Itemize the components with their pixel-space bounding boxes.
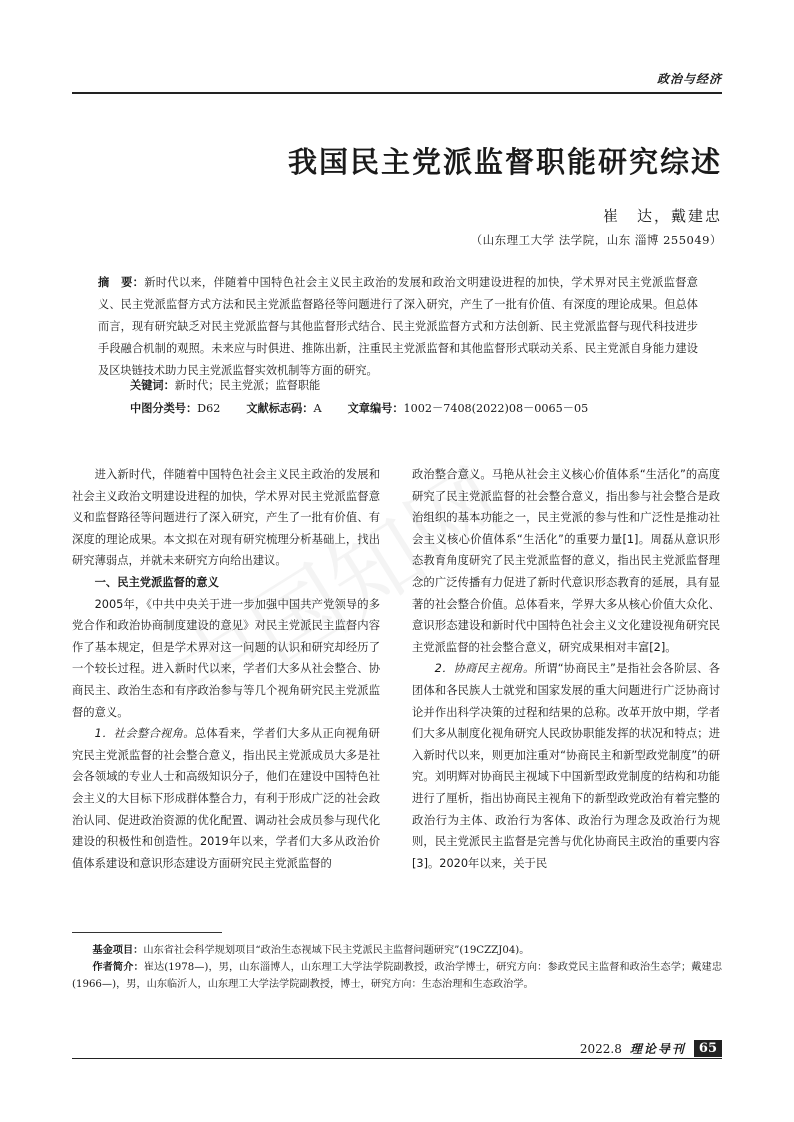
author-note	[72, 959, 722, 993]
header-rule	[72, 92, 722, 94]
keywords-text: 新时代；民主党派；监督职能	[174, 379, 321, 392]
classification-row	[130, 399, 588, 419]
page-number: 65	[694, 1040, 722, 1057]
article-id-label: 文章编号：	[347, 402, 404, 415]
article-id-value: 1002－7408(2022)08－0065－05	[403, 402, 589, 415]
doc-code-value: A	[313, 402, 322, 415]
author-bio-text: 崔达(1978—)，男，山东淄博人，山东理工大学法学院副教授，政治学博士，研究方向：参政党民主监督和政治生态学；戴建忠(1966—)，男，山东临沂人，山东理工大学法学院副教授，博士，研究方向：生态治理和生态政治学。	[72, 962, 723, 990]
clc-label: 中图分类号：	[130, 402, 198, 415]
body-column-left	[72, 464, 380, 874]
body-paragraph: 2005年，《中共中央关于进一步加强中国共产党领导的多党合作和政治协商制度建设的意见》对民主党派民主监督内容作了基本规定，但是学术界对这一问题的认识和研究却经历了一个较长过程。进入新时代以来，学者们大多从社会整合、协商民主、政治生态和有序政治参与等几个视角研究民主党派监督的意义。	[72, 597, 380, 719]
section-heading: 一、民主党派监督的意义	[94, 575, 219, 589]
journal-name: 理论导刊	[629, 1042, 686, 1056]
abstract	[98, 272, 698, 382]
keywords-label: 关键词：	[130, 379, 175, 392]
subsection-lead: 1．社会整合视角。	[94, 727, 195, 741]
body-column-right	[412, 464, 720, 874]
fund-note	[72, 942, 722, 959]
footer-rule	[72, 1058, 722, 1059]
body-paragraph: 进入新时代，伴随着中国特色社会主义民主政治的发展和社会主义政治文明建设进程的加快，学术界对民主党派监督意义和监督路径等问题进行了深入研究，产生了一批有价值、有深度的理论成果。本文拟在对现有研究梳理分析基础上，找出研究薄弱点，并就未来研究方向给出建议。	[72, 468, 380, 568]
author-bio-label: 作者简介：	[92, 962, 144, 973]
author-affiliation: （山东理工大学 法学院，山东 淄博 255049）	[470, 233, 722, 247]
journal-section-label: 政治与经济	[656, 72, 722, 86]
article-authors: 崔 达，戴建忠	[602, 207, 722, 225]
body-paragraph	[412, 658, 720, 874]
body-paragraph-text: 总体看来，学者们大多从正向视角研究民主党派监督的社会整合意义，指出民主党派成员大多是社会各领域的专业人士和高级知识分子，他们在建设中国特色社会主义的大目标下形成群体整合力，有利于形成广泛的社会政治认同、促进政治资源的优化配置、调动社会成员参与现代化建设的积极性和创造性。2019年以来，学者们大多从政治价值体系建设和意识形态建设方面研究民主党派监督的	[72, 727, 380, 870]
body-paragraph: 政治整合意义。马艳从社会主义核心价值体系“生活化”的高度研究了民主党派监督的社会整合意义，指出参与社会整合是政治组织的基本功能之一，民主党派的参与性和广泛性是推动社会主义核心价值体系“生活化”的重要力量[1]。周磊从意识形态教育角度研究了民主党派监督的意义，指出民主党派监督理念的广泛传播有力促进了新时代意识形态教育的延展，具有显著的社会整合价值。总体看来，学界大多从核心价值大众化、意识形态建设和新时代中国特色社会主义文化建设视角研究民主党派监督的社会整合意义，研究成果相对丰富[2]。	[412, 468, 720, 654]
abstract-label: 摘 要：	[98, 276, 145, 289]
body-paragraph-text: 所谓“协商民主”是指社会各阶层、各团体和各民族人士就党和国家发展的重大问题进行广泛协商讨论并作出科学决策的过程和结果的总称。改革开放中期，学者们大多从制度化视角研究人民政协职能发挥的状况和特点；进入新时代以来，则更加注重对“协商民主和新型政党制度”的研究。刘明辉对协商民主视域下中国新型政党制度的结构和功能进行了厘析，指出协商民主视角下的新型政党政治有着完整的政治行为主体、政治行为客体、政治行为理念及政治行为规则，民主党派民主监督是完善与优化协商民主政治的重要内容[3]。2020年以来，关于民	[412, 662, 720, 870]
keywords	[130, 376, 320, 396]
abstract-text: 新时代以来，伴随着中国特色社会主义民主政治的发展和政治文明建设进程的加快，学术界对民主党派监督意义、民主党派监督方式方法和民主党派监督路径等问题进行了深入研究，产生了一批有价值、有深度的理论成果。但总体而言，现有研究缺乏对民主党派监督与其他监督形式结合、民主党派监督方式和方法创新、民主党派监督与现代科技进步手段融合机制的观照。未来应与时俱进、推陈出新，注重民主党派监督和其他监督形式联动关系、民主党派自身能力建设及区块链技术助力民主党派监督实效机制等方面的研究。	[98, 276, 698, 377]
footnote-rule	[72, 932, 222, 933]
footnotes	[72, 942, 722, 993]
fund-label: 基金项目：	[92, 945, 144, 956]
page-footer	[580, 1040, 722, 1057]
issue-number: 2022.8	[579, 1041, 622, 1056]
subsection-lead: 2．协商民主视角。	[434, 662, 535, 676]
article-title: 我国民主党派监督职能研究综述	[287, 145, 722, 179]
body-paragraph	[72, 723, 380, 874]
doc-code-label: 文献标志码：	[246, 402, 314, 415]
clc-value: D62	[197, 402, 221, 415]
fund-text: 山东省社会科学规划项目“政治生态视域下民主党派民主监督问题研究”(19CZZJ04)。	[143, 945, 530, 956]
